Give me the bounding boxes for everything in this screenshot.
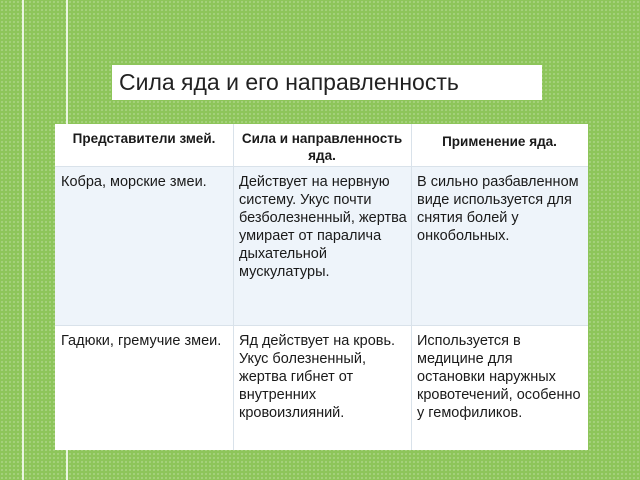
row2-strength-cell [233, 325, 411, 450]
venom-table [55, 124, 588, 450]
header-label-species: Представители змей. [72, 131, 216, 146]
row1-usage-cell [411, 166, 588, 325]
slide-title [112, 65, 542, 100]
row2-usage-cell [411, 325, 588, 450]
header-label-strength: Сила и направленность яда. [241, 131, 403, 163]
header-label-usage: Применение яда. [442, 134, 557, 149]
row-divider [55, 166, 588, 167]
header-cell-species [55, 124, 233, 166]
row1-strength-cell [233, 166, 411, 325]
row2-usage-text: Используется в медицине для остановки наружных кровотечений, особенно у гемофиликов. [417, 333, 581, 421]
column-divider [233, 124, 234, 450]
row2-species-cell [55, 325, 233, 450]
row2-species-text: Гадюки, гремучие змеи. [61, 333, 222, 349]
decorative-line-left [22, 0, 24, 480]
row1-species-cell [55, 166, 233, 325]
row1-usage-text: В сильно разбавленном виде используется для снятия болей у онкобольных. [417, 174, 579, 244]
row2-strength-text: Яд действует на кровь. Укус болезненный, жертва гибнет от внутренних кровоизлияний. [239, 333, 396, 421]
column-divider [411, 124, 412, 450]
row-divider [55, 325, 588, 326]
row1-species-text: Кобра, морские змеи. [61, 174, 207, 190]
header-cell-strength [233, 124, 411, 166]
row1-strength-text: Действует на нервную систему. Укус почти безболезненный, жертва умирает от паралича дыхательной мускулатуры. [239, 174, 407, 280]
slide-title-text: Сила яда и его направленность [119, 69, 459, 95]
header-cell-usage [411, 124, 588, 166]
